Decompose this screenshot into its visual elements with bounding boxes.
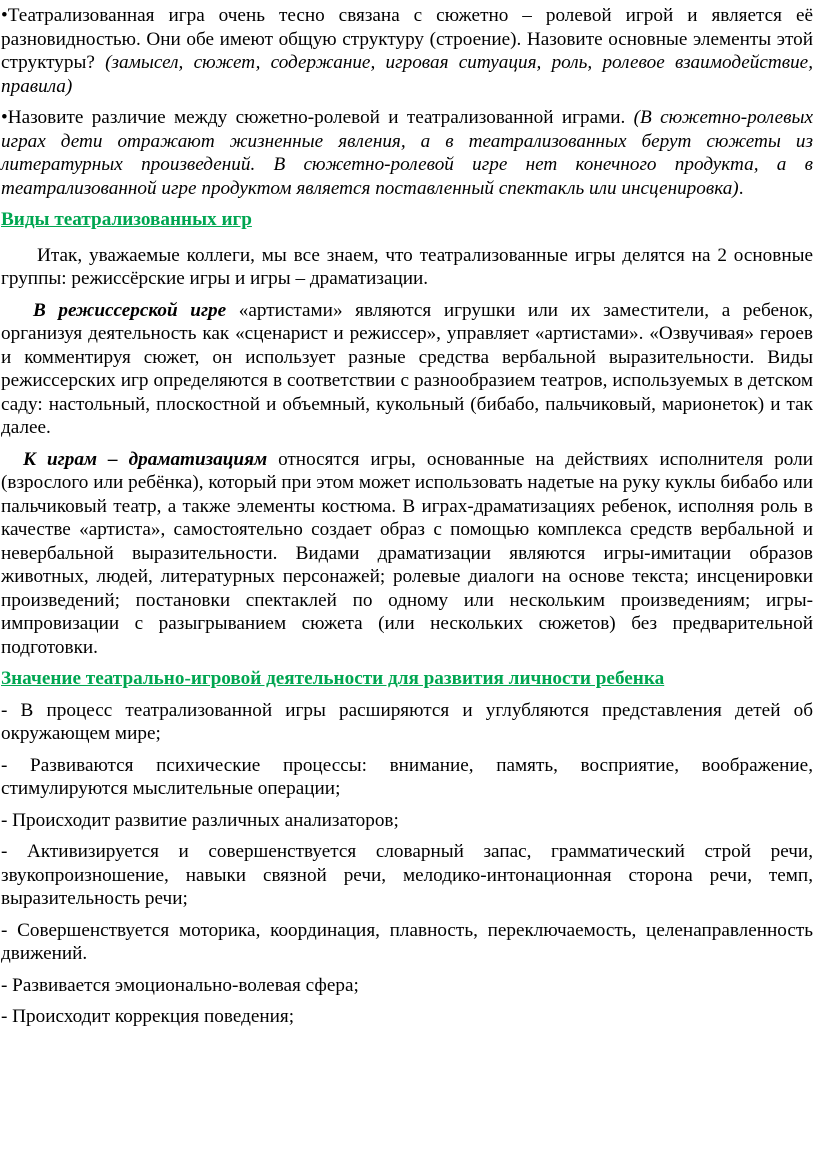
dramatization-term: К играм – драматизациям <box>23 448 268 470</box>
list-item: - Развивается эмоционально-волевая сфера; <box>1 974 359 996</box>
director-game-text: «артистами» являются игрушки или их заместители, а ребенок, организуя деятельность как «сценарист и режиссер», управляет «артистами». «Озвучивая» героев и комментируя сюжет, он использует разные средства вербальной выразительности. Виды режиссерских игр определяются в соответствии с разнообразием театров, используемых в детском саду: настольный, плоскостной и объемный, кукольный (бибабо, пальчиковый, марионеток) и так далее. <box>1 299 813 438</box>
list-item: - В процесс театрализованной игры расширяются и углубляются представления детей об окружающем мире; <box>1 699 813 744</box>
question-difference-answer: (В сюжетно-ролевых играх дети отражают жизненные явления, а в театрализованных берут сюжеты из литературных произведений. В сюжетно-ролевой игре нет конечного продукта, а в театрализованной игре продуктом является поставленный спектакль или инсценировка) <box>1 107 813 199</box>
list-item: - Совершенствуется моторика, координация, плавность, переключаемость, целенаправленность движений. <box>1 919 813 964</box>
question-difference-tail: . <box>738 177 744 199</box>
director-game-term: В режиссерской игре <box>33 299 227 321</box>
paragraph-groups: Итак, уважаемые коллеги, мы все знаем, что театрализованные игры делятся на 2 основные группы: режиссёрские игры и игры – драматизации. <box>1 244 813 289</box>
question-difference-text: •Назовите различие между сюжетно-ролевой и театрализованной играми. <box>1 107 634 128</box>
question-structure-answer: (замысел, сюжет, содержание, игровая ситуация, роль, ролевое взаимодействие, правила) <box>1 52 813 97</box>
paragraph-dramatization <box>0 448 813 660</box>
question-structure <box>0 4 813 98</box>
list-item: - Активизируется и совершенствуется словарный запас, грамматический строй речи, звукопроизношение, навыки связной речи, мелодико-интонационная сторона речи, темп, выразительность речи; <box>1 841 813 909</box>
paragraph-director-game <box>0 299 813 440</box>
list-item: - Происходит коррекция поведения; <box>1 1006 295 1027</box>
question-structure-text: •Театрализованная игра очень тесно связана с сюжетно – ролевой игрой и является её разновидностью. Они обе имеют общую структуру (строение). Назовите основные элементы этой структуры? <box>1 5 813 73</box>
section-heading-significance: Значение театрально-игровой деятельности для развития личности ребенка <box>1 668 665 689</box>
question-difference <box>0 106 813 200</box>
section-heading-types: Виды театрализованных игр <box>1 209 252 230</box>
dramatization-text: относятся игры, основанные на действиях исполнителя роли (взрослого или ребёнка), который при этом может использовать надетые на руку куклы бибабо или пальчиковый театр, а также элементы костюма. В играх-драматизациях ребенок, исполняя роль в качестве «артиста», самостоятельно создает образ с помощью комплекса средств вербальной и невербальной выразительности. Видами драматизации являются игры-имитации образов животных, людей, литературных персонажей; ролевые диалоги на основе текста; инсценировки произведений; постановки спектаклей по одному или нескольким произведениям; игры-импровизации с разыгрыванием сюжета (или нескольких сюжетов) без предварительной подготовки. <box>1 448 813 658</box>
list-item: - Развиваются психические процессы: внимание, память, восприятие, воображение, стимулируются мыслительные операции; <box>1 754 813 799</box>
list-item: - Происходит развитие различных анализаторов; <box>1 809 399 831</box>
